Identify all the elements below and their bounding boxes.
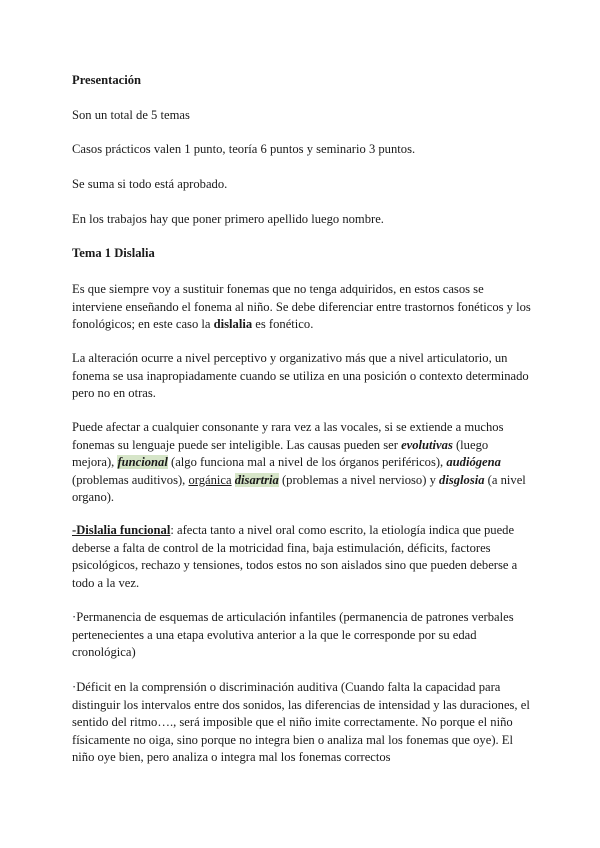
paragraph-definicion-dislalia: Es que siempre voy a sustituir fonemas que no tenga adquiridos, en estos casos se interviene enseñando el fonema al niño. Se debe diferenciar entre trastornos fonéticos y los fonológicos; en este caso la dislalia es fonético. — [72, 282, 531, 332]
paragraph-dislalia-funcional: -Dislalia funcional: afecta tanto a nivel oral como escrito, la etiología indica que puede deberse a falta de control de la motricidad fina, baja estimulación, déficits, factores psicológicos, rechazo y tensiones, todos estos no son aislados sino que pueden deberse a todo a la vez. — [72, 523, 518, 590]
paragraph-causas: Puede afectar a cualquier consonante y rara vez a las vocales, si se extiende a muchos fonemas su lenguaje puede ser inteligible. Las causas pueden ser evolutivas (luego mejora), funcional (algo funciona mal a nivel de los órganos periféricos), audiógena (problemas auditivos), orgánica disartria (problemas a nivel nervioso) y disglosia (a nivel organo). — [72, 420, 526, 505]
paragraph-deficit: ·Déficit en la comprensión o discriminación auditiva (Cuando falta la capacidad para distinguir los intervalos entre dos sonidos, las diferencias de intensidad y las duraciones, el sentido del ritmo…., será imposible que el niño imite correctamente. No porque el niño físicamente no oiga, sino porque no integra bien o analiza mal los fonemas que oye). El niño oye bien, pero analiza o integra mal los fonemas correctos — [72, 680, 530, 765]
term-audiogena: audiógena — [446, 455, 501, 470]
term-disartria: disartria — [234, 472, 279, 487]
term-funcional: funcional — [117, 455, 168, 470]
term-organica: orgánica — [188, 472, 232, 487]
paragraph-suma: Se suma si todo está aprobado. — [72, 177, 228, 191]
paragraph-alteracion: La alteración ocurre a nivel perceptivo y organizativo más que a nivel articulatorio, un fonema se usa inapropiadamente cuando se utiliza en una posición o contexto determinado pero no en otras. — [72, 351, 529, 401]
paragraph-puntuacion: Casos prácticos valen 1 punto, teoría 6 puntos y seminario 3 puntos. — [72, 142, 416, 156]
paragraph-total-temas: Son un total de 5 temas — [72, 108, 190, 122]
term-evolutivas: evolutivas — [401, 437, 453, 452]
paragraph-trabajos: En los trabajos hay que poner primero apellido luego nombre. — [72, 212, 384, 226]
paragraph-permanencia: ·Permanencia de esquemas de articulación infantiles (permanencia de patrones verbales pertenecientes a una etapa evolutiva anterior a la que le corresponde por su edad cronológica) — [72, 610, 514, 660]
heading-tema-1: Tema 1 Dislalia — [72, 246, 155, 260]
term-disglosia: disglosia — [439, 472, 485, 487]
term-dislalia-funcional: -Dislalia funcional — [72, 523, 171, 537]
heading-presentacion: Presentación — [72, 73, 142, 87]
term-dislalia: dislalia — [213, 317, 253, 332]
